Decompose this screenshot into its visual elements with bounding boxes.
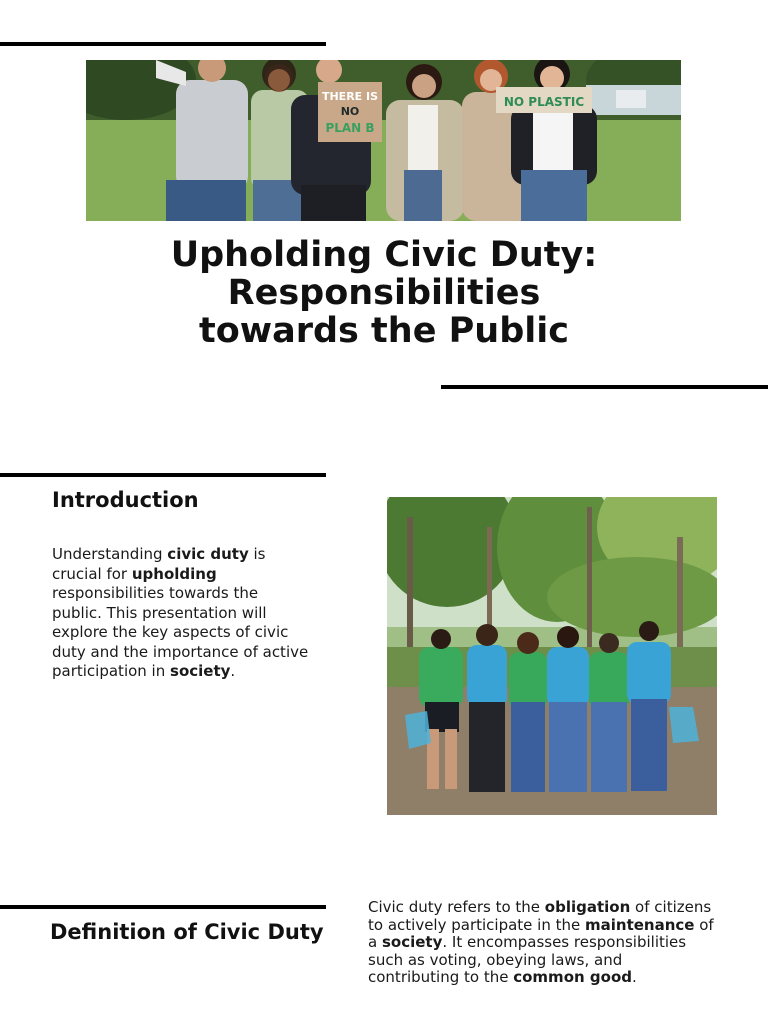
page-title-line-1: Upholding Civic Duty: [170,235,598,275]
intro-text-2: is crucial for [52,545,266,583]
def-text-1: Civic duty refers to the [368,898,545,916]
def-bold-maintenance: maintenance [585,915,695,934]
decorative-rule-introduction [0,473,326,477]
def-text-3: of a [368,915,714,952]
intro-bold-society: society [170,662,231,680]
intro-bold-upholding: upholding [131,564,217,583]
definition-paragraph [368,899,718,987]
sign-text-1: THERE IS [321,90,379,103]
intro-bold-civic-duty: civic duty [167,545,249,563]
hero-photo-climate-protest [86,60,681,221]
definition-heading: Definition of Civic Duty [50,920,324,944]
def-bold-society: society [381,933,443,952]
decorative-rule-right [441,385,768,389]
page-title [100,236,668,350]
sign-text-3: PLAN B [325,121,375,135]
page-title-line-3: towards the Public [199,311,569,351]
intro-text-1: Understanding [52,545,168,563]
intro-text-4: . [230,662,236,680]
introduction-heading: Introduction [52,488,199,512]
def-bold-common-good: common good [513,968,632,987]
def-text-2: of citizens to actively participate in the [368,898,712,934]
def-bold-obligation: obligation [544,898,631,916]
introduction-photo-volunteers [387,497,717,815]
page-title-line-2: Responsibilities [227,273,541,313]
sign-text-2: NO [340,105,360,118]
intro-text-3: responsibilities towards the public. This presentation will explore the key aspects of civic duty and the importance of active participation in [52,584,309,680]
sign-text-4: NO PLASTIC [503,95,585,109]
decorative-rule-definition [0,905,326,909]
decorative-rule-top-left [0,42,326,46]
def-text-5: . [631,968,637,987]
def-text-4: . It encompasses responsibilities such as voting, obeying laws, and contributing to the [368,933,687,987]
introduction-paragraph [52,545,312,682]
